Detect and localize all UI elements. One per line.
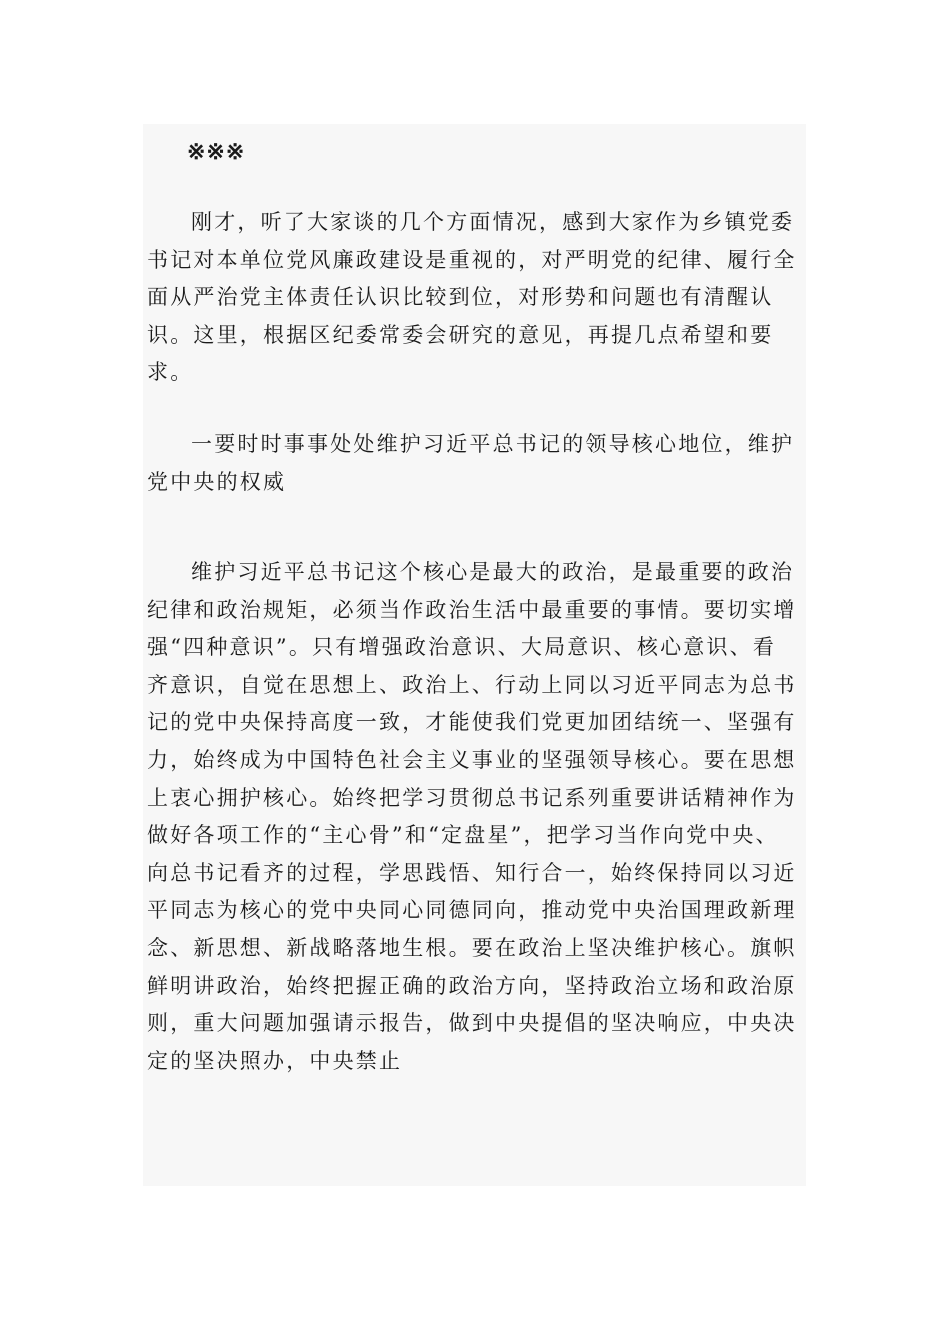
document-body [143,124,806,1186]
paragraph-heading-one: 一要时时事事处处维护习近平总书记的领导核心地位，维护党中央的权威 [147,432,795,494]
paragraph-intro: 刚才，听了大家谈的几个方面情况，感到大家作为乡镇党委书记对本单位党风廉政建设是重视的，对严明党的纪律、履行全面从严治党主体责任认识比较到位，对形势和问题也有清醒认识。这里，根据区纪委常委会研究的意见，再提几点希望和要求。 [147,210,797,385]
paragraph-body-one: 维护习近平总书记这个核心是最大的政治，是最重要的政治纪律和政治规矩，必须当作政治生活中最重要的事情。要切实增强“四种意识”。只有增强政治意识、大局意识、核心意识、看齐意识，自觉在思想上、政治上、行动上同以习近平同志为总书记的党中央保持高度一致，才能使我们党更加团结统一、坚强有力，始终成为中国特色社会主义事业的坚强领导核心。要在思想上衷心拥护核心。始终把学习贯彻总书记系列重要讲话精神作为做好各项工作的“主心骨”和“定盘星”，把学习当作向党中央、向总书记看齐的过程，学思践悟、知行合一，始终保持同以习近平同志为核心的党中央同心同德同向，推动党中央治国理政新理念、新思想、新战略落地生根。要在政治上坚决维护核心。旗帜鲜明讲政治，始终把握正确的政治方向，坚持政治立场和政治原则，重大问题加强请示报告，做到中央提倡的坚决响应，中央决定的坚决照办，中央禁止 [147,560,797,1073]
section-mark: ※※※ [187,139,246,165]
